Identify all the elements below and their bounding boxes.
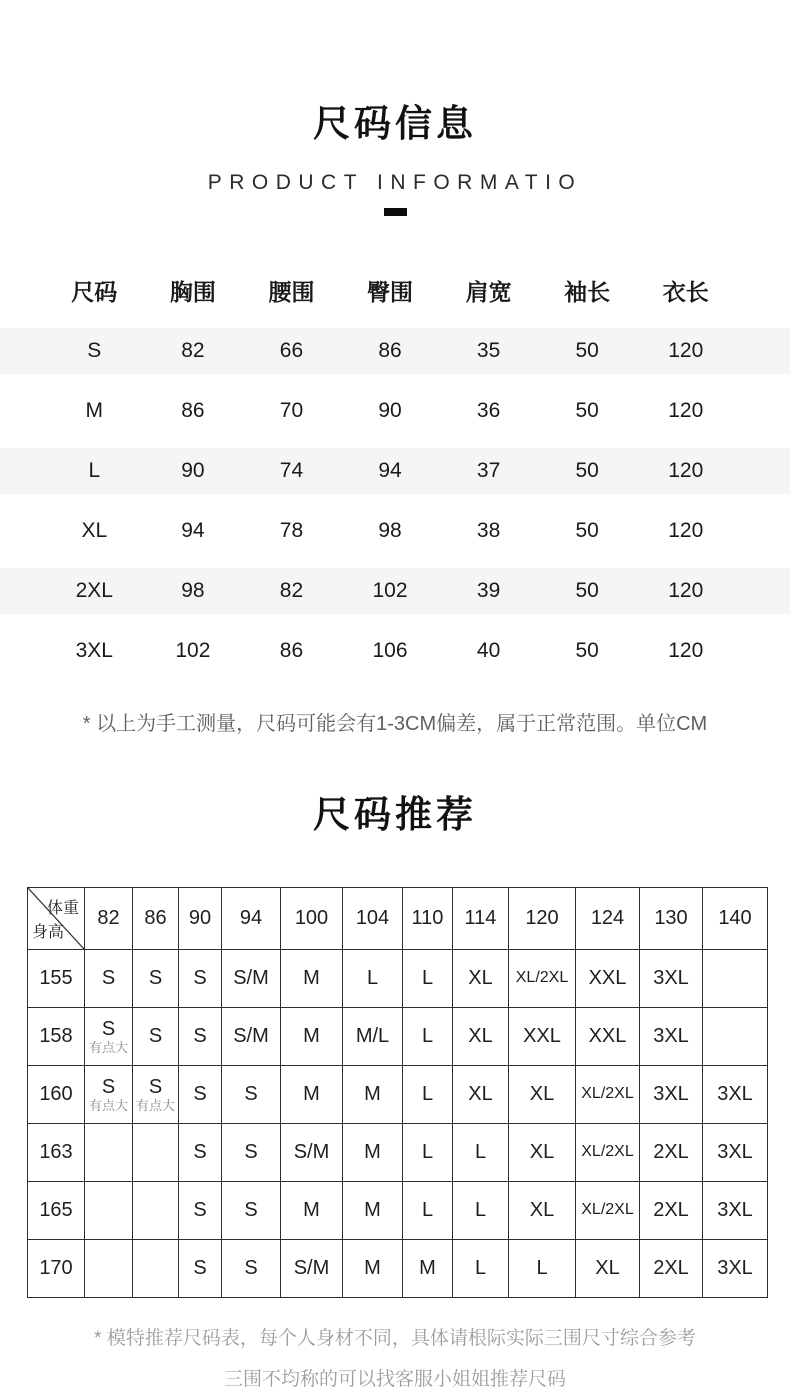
table-cell: 66 bbox=[279, 338, 304, 362]
recommend-cell: 3XL bbox=[703, 1239, 768, 1297]
size-label: S bbox=[87, 338, 102, 362]
table-cell: 94 bbox=[378, 458, 402, 482]
title-divider-dash bbox=[384, 208, 407, 216]
col-header-waist: 腰围 bbox=[268, 279, 315, 306]
table-cell: 86 bbox=[279, 638, 304, 662]
recommend-cell bbox=[133, 1181, 179, 1239]
table-row bbox=[0, 501, 790, 561]
recommend-cell bbox=[85, 1123, 133, 1181]
table-row bbox=[0, 621, 790, 681]
size-label: M bbox=[85, 398, 104, 422]
recommend-row bbox=[28, 949, 768, 1007]
table-cell: 98 bbox=[181, 578, 205, 602]
table-cell: 74 bbox=[279, 458, 304, 482]
size-info-table-header bbox=[0, 261, 790, 321]
table-cell: 50 bbox=[575, 518, 599, 542]
recommend-cell: M bbox=[281, 949, 343, 1007]
recommend-row bbox=[28, 1123, 768, 1181]
size-label: XL bbox=[81, 518, 108, 542]
recommend-cell: L bbox=[509, 1239, 576, 1297]
height-header: 160 bbox=[28, 1065, 85, 1123]
recommend-row bbox=[28, 1239, 768, 1297]
col-header-length: 衣长 bbox=[662, 279, 709, 306]
recommend-cell: 3XL bbox=[640, 1007, 703, 1065]
measurement-note: * 以上为手工测量，尺码可能会有1-3CM偏差，属于正常范围。单位CM bbox=[82, 712, 708, 735]
table-cell: 40 bbox=[476, 638, 501, 662]
recommend-cell: S/M bbox=[222, 949, 281, 1007]
weight-header: 120 bbox=[509, 887, 576, 949]
col-header-sleeve: 袖长 bbox=[564, 279, 611, 306]
weight-header: 124 bbox=[576, 887, 640, 949]
recommend-cell: 3XL bbox=[703, 1123, 768, 1181]
recommend-cell: XL bbox=[509, 1065, 576, 1123]
recommend-cell: M bbox=[403, 1239, 453, 1297]
table-cell: 120 bbox=[668, 398, 704, 422]
table-cell: 94 bbox=[181, 518, 205, 542]
recommend-cell: L bbox=[453, 1123, 509, 1181]
weight-header: 114 bbox=[453, 887, 509, 949]
recommend-cell: 3XL bbox=[703, 1065, 768, 1123]
recommend-cell: XL bbox=[509, 1181, 576, 1239]
recommend-cell: 3XL bbox=[703, 1181, 768, 1239]
recommend-cell bbox=[85, 1239, 133, 1297]
height-header: 170 bbox=[28, 1239, 85, 1297]
corner-label-height: 身高 bbox=[32, 923, 65, 941]
recommend-cell: S bbox=[179, 1007, 222, 1065]
table-cell: 106 bbox=[372, 638, 408, 662]
size-recommend-table bbox=[27, 887, 768, 1298]
weight-header: 140 bbox=[703, 887, 768, 949]
recommend-cell: S/M bbox=[281, 1239, 343, 1297]
recommend-notes bbox=[0, 1324, 790, 1395]
table-row bbox=[0, 321, 790, 381]
table-row bbox=[0, 381, 790, 441]
table-cell: 82 bbox=[279, 578, 304, 602]
recommend-cell: S bbox=[222, 1181, 281, 1239]
recommend-cell: XL bbox=[453, 1007, 509, 1065]
table-cell: 90 bbox=[378, 398, 402, 422]
recommend-cell: S bbox=[85, 949, 133, 1007]
recommend-cell: M bbox=[343, 1181, 403, 1239]
recommend-cell: S bbox=[179, 949, 222, 1007]
recommend-row bbox=[28, 1181, 768, 1239]
table-cell: 82 bbox=[181, 338, 205, 362]
size-label: L bbox=[88, 458, 101, 482]
recommend-cell: XL bbox=[453, 1065, 509, 1123]
table-cell: 38 bbox=[476, 518, 501, 542]
table-cell: 70 bbox=[279, 398, 304, 422]
recommend-cell: S 有点大 bbox=[133, 1065, 179, 1123]
table-cell: 120 bbox=[668, 338, 704, 362]
recommend-cell: M bbox=[343, 1065, 403, 1123]
table-cell: 50 bbox=[575, 338, 599, 362]
recommend-cell: S 有点大 bbox=[85, 1065, 133, 1123]
col-header-hip: 臀围 bbox=[367, 279, 414, 306]
recommend-cell: 3XL bbox=[640, 1065, 703, 1123]
size-label: 3XL bbox=[75, 638, 113, 662]
table-cell: 90 bbox=[181, 458, 205, 482]
recommend-cell: L bbox=[403, 1181, 453, 1239]
recommend-cell: XL/2XL bbox=[576, 1123, 640, 1181]
size-info-table bbox=[0, 261, 790, 681]
recommend-cell: XXL bbox=[576, 1007, 640, 1065]
table-cell: 120 bbox=[668, 518, 704, 542]
table-cell: 37 bbox=[476, 458, 501, 482]
recommend-cell: L bbox=[403, 1065, 453, 1123]
table-cell: 39 bbox=[476, 578, 501, 602]
corner-label-weight: 体重 bbox=[46, 899, 79, 917]
recommend-cell bbox=[133, 1239, 179, 1297]
col-header-bust: 胸围 bbox=[169, 279, 216, 306]
table-row bbox=[0, 441, 790, 501]
recommend-cell: S bbox=[222, 1065, 281, 1123]
recommend-cell: M bbox=[343, 1123, 403, 1181]
recommend-cell: M bbox=[281, 1007, 343, 1065]
recommend-cell: XL bbox=[453, 949, 509, 1007]
corner-header-cell bbox=[28, 887, 85, 949]
recommend-cell: L bbox=[343, 949, 403, 1007]
height-header: 155 bbox=[28, 949, 85, 1007]
recommend-cell: S bbox=[222, 1123, 281, 1181]
recommend-cell: 2XL bbox=[640, 1123, 703, 1181]
weight-header: 90 bbox=[179, 887, 222, 949]
table-cell: 35 bbox=[476, 338, 501, 362]
recommend-cell: 2XL bbox=[640, 1181, 703, 1239]
height-header: 163 bbox=[28, 1123, 85, 1181]
recommend-cell bbox=[133, 1123, 179, 1181]
table-cell: 50 bbox=[575, 458, 599, 482]
col-header-size: 尺码 bbox=[71, 279, 118, 306]
table-cell: 86 bbox=[378, 338, 402, 362]
recommend-cell: XL/2XL bbox=[509, 949, 576, 1007]
table-cell: 50 bbox=[575, 398, 599, 422]
recommend-note-line2: 三围不均称的可以找客服小姐姐推荐尺码 bbox=[223, 1368, 566, 1390]
recommend-cell: M/L bbox=[343, 1007, 403, 1065]
weight-header: 104 bbox=[343, 887, 403, 949]
recommend-cell: S bbox=[179, 1065, 222, 1123]
recommend-cell: XL bbox=[509, 1123, 576, 1181]
weight-header: 110 bbox=[403, 887, 453, 949]
recommend-cell: M bbox=[281, 1181, 343, 1239]
size-info-subtitle: PRODUCT INFORMATIO bbox=[207, 170, 583, 194]
recommend-cell: XXL bbox=[576, 949, 640, 1007]
table-cell: 102 bbox=[175, 638, 211, 662]
recommend-cell bbox=[703, 949, 768, 1007]
recommend-cell: M bbox=[343, 1239, 403, 1297]
recommend-cell: S bbox=[179, 1123, 222, 1181]
recommend-cell: L bbox=[403, 1123, 453, 1181]
table-cell: 120 bbox=[668, 578, 704, 602]
table-cell: 50 bbox=[575, 638, 599, 662]
weight-header: 82 bbox=[85, 887, 133, 949]
weight-header: 94 bbox=[222, 887, 281, 949]
size-recommend-title: 尺码推荐 bbox=[313, 793, 477, 835]
table-cell: 120 bbox=[668, 458, 704, 482]
recommend-cell: L bbox=[453, 1239, 509, 1297]
recommend-cell: XL/2XL bbox=[576, 1065, 640, 1123]
recommend-cell: S bbox=[179, 1239, 222, 1297]
size-info-title: 尺码信息 bbox=[313, 102, 477, 144]
recommend-cell: S 有点大 bbox=[85, 1007, 133, 1065]
recommend-header-row bbox=[28, 887, 768, 949]
col-header-shoulder: 肩宽 bbox=[465, 279, 512, 306]
recommend-cell: S bbox=[133, 949, 179, 1007]
recommend-cell: 3XL bbox=[640, 949, 703, 1007]
recommend-cell bbox=[85, 1181, 133, 1239]
recommend-row bbox=[28, 1007, 768, 1065]
table-cell: 102 bbox=[372, 578, 408, 602]
recommend-cell: XL/2XL bbox=[576, 1181, 640, 1239]
table-cell: 86 bbox=[181, 398, 205, 422]
recommend-cell: L bbox=[403, 1007, 453, 1065]
recommend-cell: S/M bbox=[222, 1007, 281, 1065]
recommend-cell: S/M bbox=[281, 1123, 343, 1181]
recommend-cell: S bbox=[179, 1181, 222, 1239]
recommend-cell: S bbox=[222, 1239, 281, 1297]
table-cell: 120 bbox=[668, 638, 704, 662]
recommend-cell: 2XL bbox=[640, 1239, 703, 1297]
table-row bbox=[0, 561, 790, 621]
table-cell: 36 bbox=[476, 398, 501, 422]
weight-header: 86 bbox=[133, 887, 179, 949]
recommend-row bbox=[28, 1065, 768, 1123]
recommend-cell: L bbox=[453, 1181, 509, 1239]
weight-header: 130 bbox=[640, 887, 703, 949]
table-cell: 78 bbox=[279, 518, 304, 542]
table-cell: 98 bbox=[378, 518, 402, 542]
table-cell: 50 bbox=[575, 578, 599, 602]
height-header: 158 bbox=[28, 1007, 85, 1065]
recommend-cell: M bbox=[281, 1065, 343, 1123]
recommend-cell bbox=[703, 1007, 768, 1065]
size-label: 2XL bbox=[75, 578, 113, 602]
height-header: 165 bbox=[28, 1181, 85, 1239]
recommend-cell: XL bbox=[576, 1239, 640, 1297]
recommend-cell: S bbox=[133, 1007, 179, 1065]
recommend-cell: L bbox=[403, 949, 453, 1007]
weight-header: 100 bbox=[281, 887, 343, 949]
recommend-note-line1: * 模特推荐尺码表，每个人身材不同，具体请根际实际三围尺寸综合参考 bbox=[94, 1327, 696, 1349]
recommend-cell: XXL bbox=[509, 1007, 576, 1065]
